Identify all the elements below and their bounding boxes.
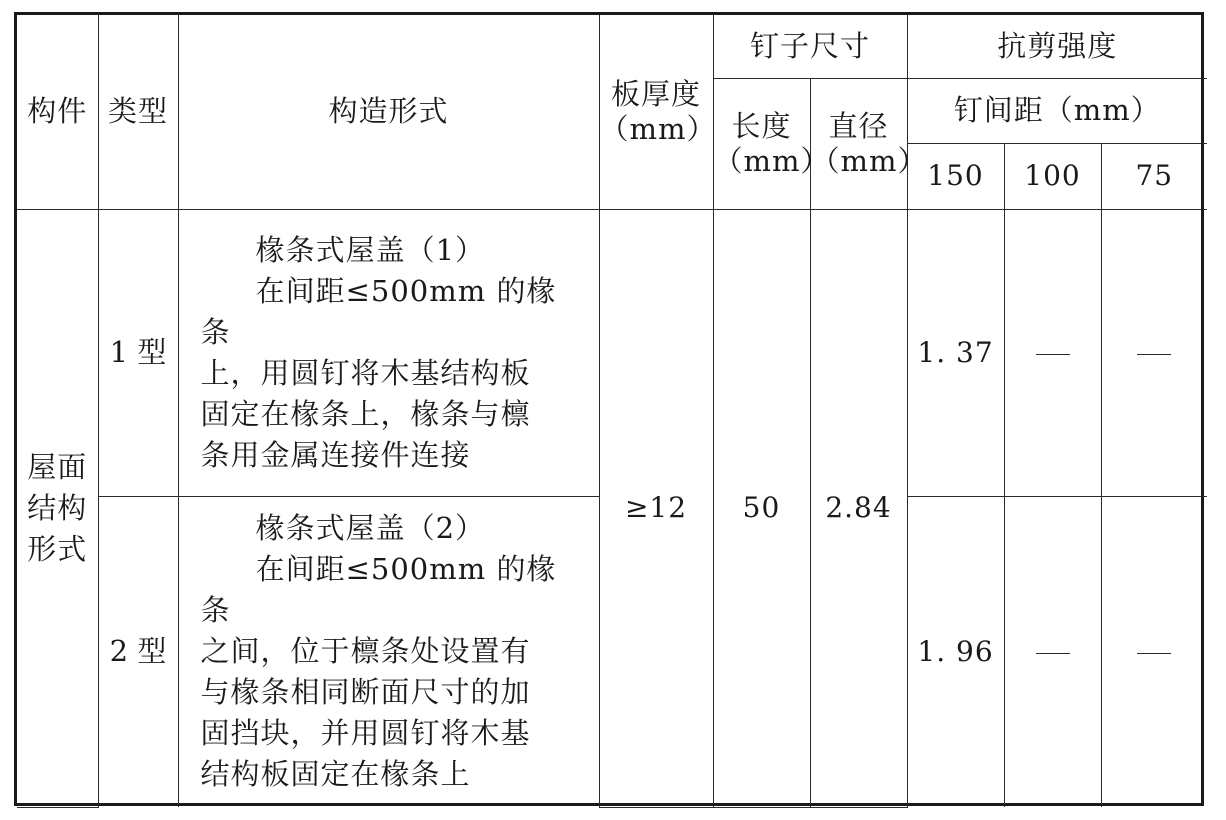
header-thickness-label: 板厚度 (610, 76, 701, 111)
strength-150-row2: 1. 96 (907, 496, 1004, 807)
header-component: 构件 (17, 15, 98, 209)
dash-mark (1036, 653, 1070, 654)
strength-75-row1 (1101, 209, 1207, 496)
desc-line: 上，用圆钉将木基结构板 (200, 355, 531, 390)
component-cell (17, 209, 98, 807)
desc-line: 与椽条相同断面尺寸的加 (200, 675, 531, 710)
header-nail-spacing: 钉间距（mm） (907, 78, 1207, 143)
header-diameter-unit: （mm） (810, 143, 928, 178)
strength-100-row2 (1004, 496, 1101, 807)
header-length-label: 长度 (731, 108, 792, 143)
header-thickness (599, 15, 717, 209)
header-type: 类型 (98, 15, 178, 209)
dash-mark (1036, 354, 1070, 355)
spec-table-frame (14, 12, 1204, 806)
strength-75-row2 (1101, 496, 1207, 807)
header-thickness-unit: （mm） (599, 111, 717, 146)
diameter-value: 2.84 (810, 209, 907, 807)
desc-line: 之间，位于檩条处设置有 (200, 634, 531, 669)
desc-line: 固定在椽条上，椽条与檩 (200, 396, 531, 431)
desc-line: 结构板固定在椽条上 (200, 757, 471, 792)
header-diameter-label: 直径 (828, 108, 889, 143)
desc-line: 在间距≤500mm 的椽条 (200, 273, 557, 349)
strength-100-row1 (1004, 209, 1101, 496)
header-construction: 构造形式 (178, 15, 599, 209)
header-spacing-75: 75 (1101, 143, 1207, 209)
header-length-unit: （mm） (713, 143, 831, 178)
desc-title: 椽条式屋盖（2） (255, 511, 486, 546)
header-diameter (810, 78, 928, 209)
construction-desc-2 (178, 496, 599, 807)
type-cell-2: 2 型 (98, 496, 178, 807)
desc-line: 在间距≤500mm 的椽条 (200, 552, 557, 628)
dash-mark (1137, 653, 1171, 654)
component-line: 结构 (27, 490, 88, 525)
header-spacing-150: 150 (907, 143, 1004, 209)
type-cell-1: 1 型 (98, 209, 178, 496)
strength-150-row1: 1. 37 (907, 209, 1004, 496)
header-nail-size: 钉子尺寸 (713, 15, 907, 78)
spec-table (17, 15, 1207, 808)
header-shear-strength: 抗剪强度 (907, 15, 1207, 78)
desc-line: 条用金属连接件连接 (200, 437, 471, 472)
dash-mark (1137, 354, 1171, 355)
desc-line: 固挡块，并用圆钉将木基 (200, 716, 531, 751)
header-spacing-100: 100 (1004, 143, 1101, 209)
header-length (713, 78, 831, 209)
component-label (27, 447, 87, 570)
construction-desc-1 (178, 209, 599, 496)
length-value: 50 (713, 209, 810, 807)
component-line: 屋面 (27, 449, 88, 484)
desc-title: 椽条式屋盖（1） (255, 232, 486, 267)
component-line: 形式 (27, 531, 88, 566)
thickness-value: ≥12 (599, 209, 713, 807)
